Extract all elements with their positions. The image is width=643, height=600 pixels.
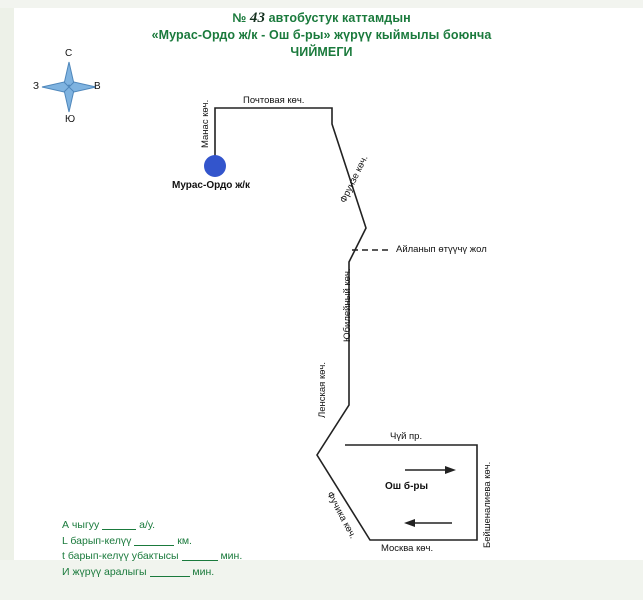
form-row-l bbox=[62, 534, 242, 550]
street-beyshenalieva-label: Бейшеналиева көч. bbox=[482, 461, 493, 548]
summary-form bbox=[62, 518, 242, 580]
form-row-a bbox=[62, 518, 242, 534]
form-blank-t[interactable] bbox=[182, 549, 218, 561]
street-moskva-label: Москва көч. bbox=[381, 543, 434, 554]
form-blank-i[interactable] bbox=[150, 565, 190, 577]
form-label-l: L барып-келүү bbox=[62, 534, 132, 547]
form-unit-a: а/у. bbox=[139, 519, 155, 531]
form-label-t: t барып-келүү убактысы bbox=[62, 550, 179, 562]
turnaround-label: Айланып өтүүчү жол bbox=[396, 244, 487, 255]
compass-label-south: Ю bbox=[65, 114, 76, 125]
form-blank-a[interactable] bbox=[102, 518, 136, 530]
street-yubileyniy-label: Юбилейный көч. bbox=[342, 268, 353, 342]
route-number: 43 bbox=[249, 10, 266, 26]
page-edge-tint-left bbox=[0, 0, 14, 600]
form-unit-i: мин. bbox=[192, 565, 215, 578]
title-line-1 bbox=[0, 10, 643, 27]
street-manas-label: Манас көч. bbox=[200, 99, 211, 148]
terminal-label: Мурас-Ордо ж/к bbox=[172, 180, 251, 191]
form-label-i: И жүрүү аралыгы bbox=[62, 565, 147, 578]
street-pochtovaya-label: Почтовая көч. bbox=[243, 95, 305, 106]
form-blank-l[interactable] bbox=[134, 534, 174, 546]
street-chuy-label: Чүй пр. bbox=[390, 431, 423, 442]
form-row-t bbox=[62, 549, 242, 565]
diagram-title bbox=[0, 10, 643, 61]
compass-label-east: В bbox=[94, 81, 101, 92]
street-frunze-label: Фрунзе көч. bbox=[338, 153, 371, 205]
page-edge-tint-top bbox=[0, 0, 643, 8]
title-line-1-rest: автобустук каттамдын bbox=[268, 11, 411, 25]
form-unit-t: мин. bbox=[220, 550, 243, 562]
form-label-a: А чыгуу bbox=[62, 519, 100, 531]
title-line-3: ЧИЙМЕГИ bbox=[290, 45, 353, 59]
street-fuchika-label: Фучика көч. bbox=[324, 490, 359, 541]
form-row-i bbox=[62, 565, 242, 581]
street-lenskaya-label: Ленская көч. bbox=[317, 362, 328, 418]
compass-label-west: З bbox=[33, 81, 40, 92]
title-prefix: № bbox=[232, 11, 247, 25]
title-line-2: «Мурас-Ордо ж/к - Ош б-ры» жүрүү кыймылы боюнча bbox=[151, 28, 492, 42]
compass-label-north: С bbox=[65, 48, 73, 59]
destination-label: Ош б-ры bbox=[385, 481, 429, 492]
terminal-dot bbox=[204, 155, 226, 177]
form-unit-l: км. bbox=[177, 534, 192, 547]
